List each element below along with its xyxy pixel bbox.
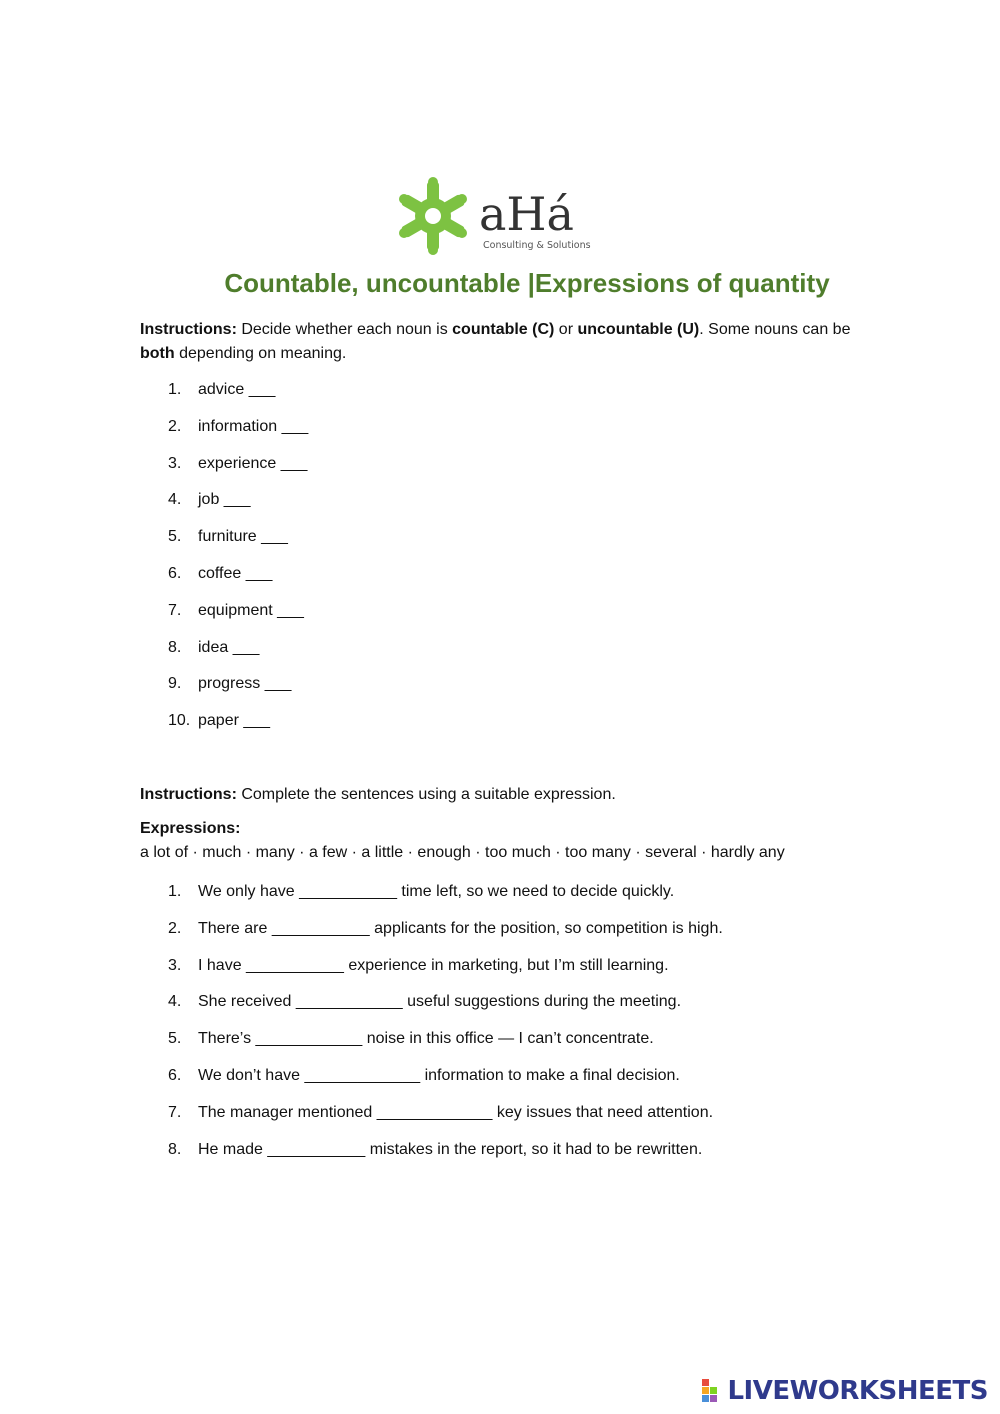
item-number: 5.	[168, 1030, 182, 1048]
item-number: 2.	[168, 919, 182, 937]
item-text[interactable]: job ___	[198, 491, 251, 509]
item-text[interactable]: The manager mentioned _____________ key issues that need attention.	[198, 1103, 714, 1121]
item-number: 4.	[168, 993, 182, 1011]
instructions-label: Instructions:	[140, 786, 237, 803]
item-number: 4.	[168, 491, 182, 509]
company-logo	[395, 176, 605, 256]
item-text[interactable]: paper ___	[198, 712, 271, 730]
item-number: 3.	[168, 454, 182, 472]
instr-text: Complete the sentences using a suitable expression.	[236, 786, 616, 803]
item-number: 6.	[168, 1066, 182, 1084]
instr-part: both	[140, 345, 175, 362]
item-number: 5.	[168, 528, 182, 546]
expressions-list: a lot of · much · many · a few · a little · enough · too much · too many · several · hardly any	[140, 844, 785, 861]
item-number: 10.	[168, 712, 191, 730]
section1-instructions	[140, 318, 870, 366]
item-text[interactable]: There are ___________ applicants for the position, so competition is high.	[198, 919, 723, 937]
expressions-heading: Expressions:	[140, 820, 241, 837]
logo-tagline: Consulting & Solutions	[483, 240, 591, 251]
item-number: 6.	[168, 564, 182, 582]
item-number: 1.	[168, 883, 182, 900]
item-text[interactable]: information ___	[198, 417, 309, 435]
item-text[interactable]: furniture ___	[198, 528, 288, 546]
item-text[interactable]: He made ___________ mistakes in the report, so it had to be rewritten.	[198, 1140, 703, 1158]
item-text[interactable]: idea ___	[198, 638, 260, 656]
instr-part: . Some nouns can be	[699, 321, 851, 338]
logo-star-icon	[399, 177, 467, 255]
item-number: 2.	[168, 417, 182, 435]
item-text[interactable]: I have ___________ experience in marketing, but I’m still learning.	[198, 956, 669, 974]
instructions-label: Instructions:	[140, 321, 237, 338]
footer-brand-text: LIVEWORKSHEETS	[727, 1376, 988, 1406]
logo-text: aHá	[479, 187, 574, 241]
instr-part: countable (C)	[452, 321, 555, 338]
aha-logo-graphic	[395, 176, 605, 256]
item-text[interactable]: We only have ___________ time left, so we need to decide quickly.	[198, 883, 675, 900]
liveworksheets-blocks-icon	[701, 1378, 727, 1404]
item-text[interactable]: She received ____________ useful suggestions during the meeting.	[198, 993, 682, 1011]
item-number: 7.	[168, 601, 182, 619]
item-text[interactable]: advice ___	[198, 381, 276, 398]
item-number: 8.	[168, 638, 182, 656]
liveworksheets-logo[interactable]	[701, 1376, 988, 1406]
instr-part: uncountable (U)	[577, 321, 700, 338]
item-number: 3.	[168, 956, 182, 974]
item-number: 8.	[168, 1140, 182, 1158]
item-text[interactable]: There’s ____________ noise in this office — I can’t concentrate.	[198, 1030, 654, 1048]
item-number: 9.	[168, 675, 182, 693]
item-text[interactable]: We don’t have _____________ information to make a final decision.	[198, 1066, 680, 1084]
item-text[interactable]: experience ___	[198, 454, 308, 472]
instr-part: depending on meaning.	[174, 345, 347, 362]
instr-part: Decide whether each noun is	[236, 321, 453, 338]
item-number: 1.	[168, 381, 182, 398]
item-text[interactable]: progress ___	[198, 675, 292, 693]
item-number: 7.	[168, 1103, 182, 1121]
section2-instructions	[140, 783, 870, 807]
worksheet-title: Countable, uncountable |Expressions of quantity	[224, 268, 830, 298]
item-text[interactable]: equipment ___	[198, 601, 304, 619]
instr-part: or	[554, 321, 578, 338]
item-text[interactable]: coffee ___	[198, 564, 273, 582]
